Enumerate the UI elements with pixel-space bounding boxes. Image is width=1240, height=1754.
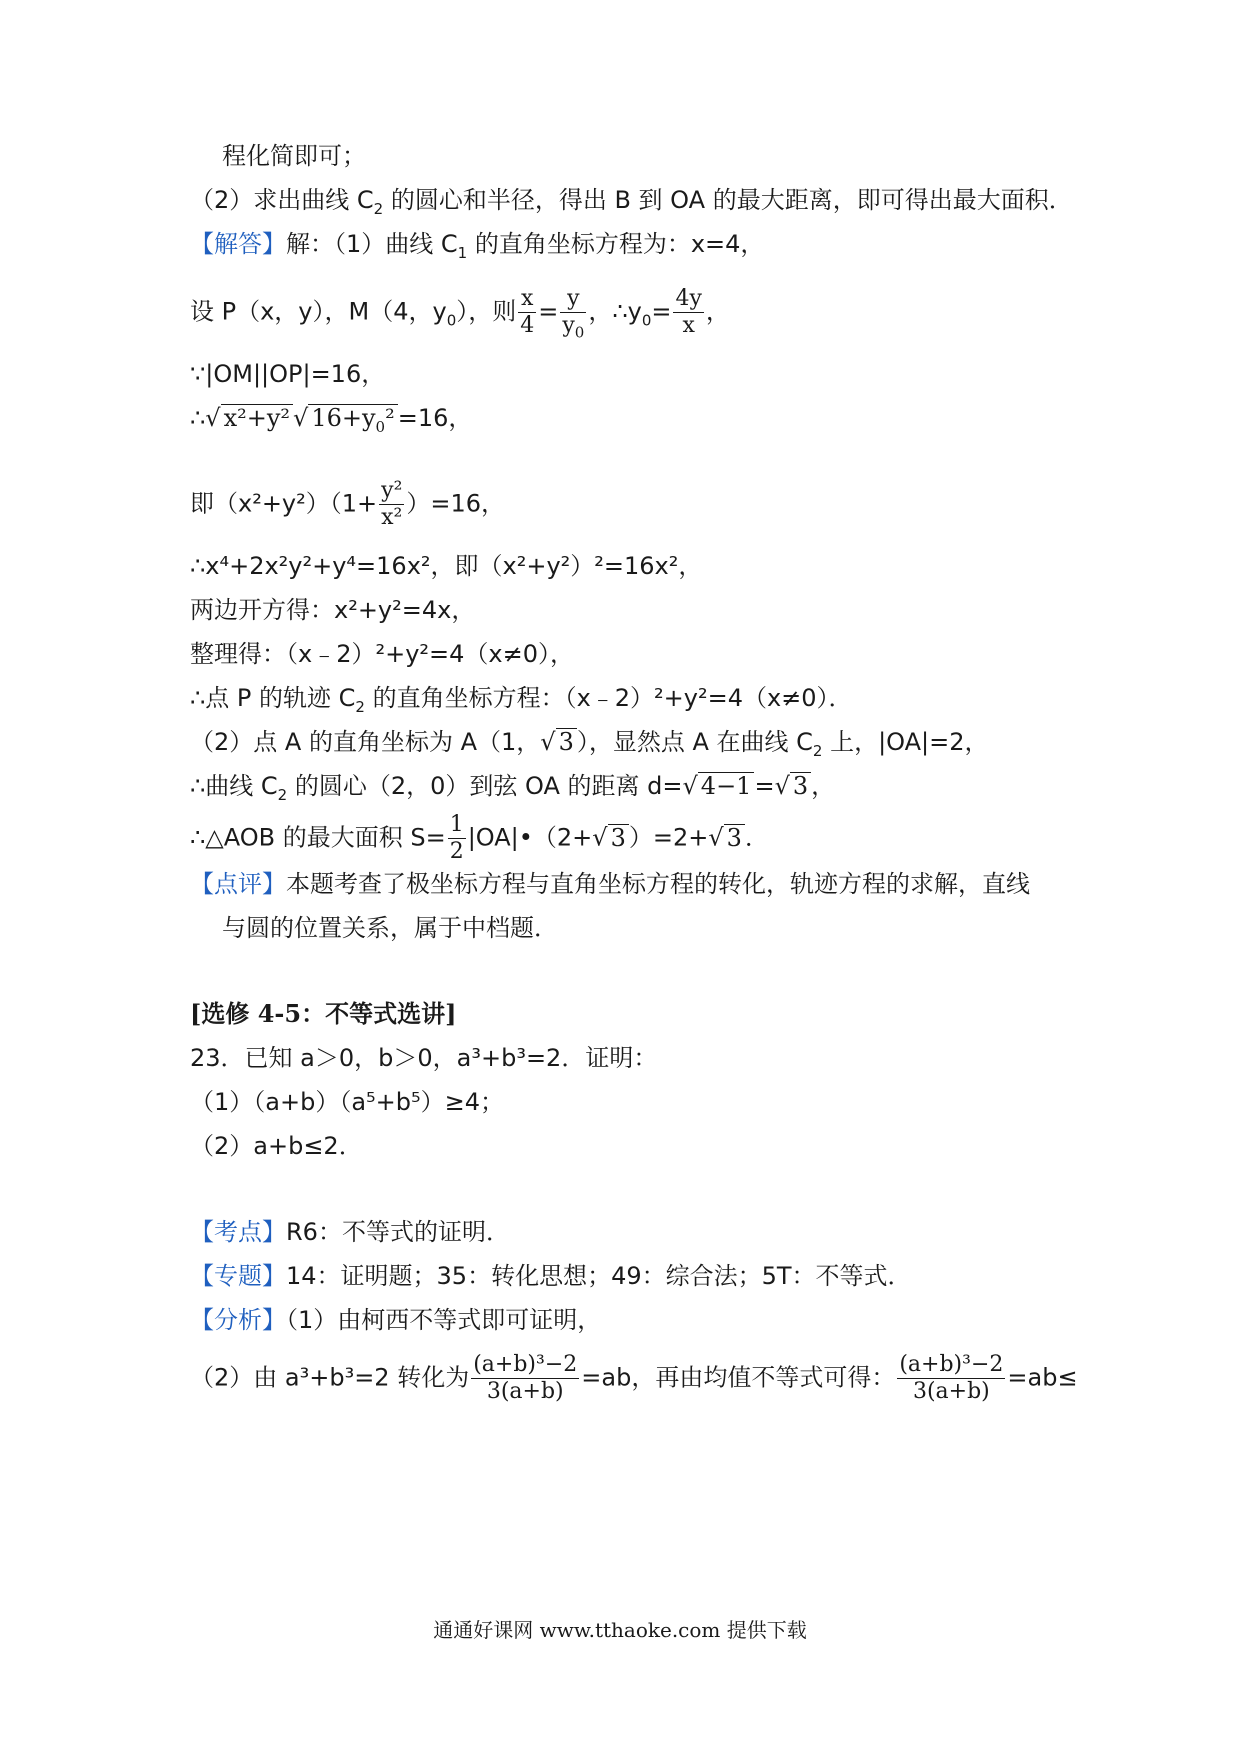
section-tag: 【解答】 (190, 230, 286, 258)
radical-sign: √ (592, 823, 608, 852)
radical-sign: √ (293, 404, 309, 432)
section-tag: 【点评】 (190, 870, 286, 898)
text-line: ∵|OM||OP|=16， (190, 360, 386, 388)
text-line: 【点评】本题考查了极坐标方程与直角坐标方程的转化，轨迹方程的求解，直线 (190, 870, 1030, 898)
radical-sign: √ (682, 772, 698, 800)
square-root: 3 (724, 824, 745, 851)
text-line: （2）a+b≤2． (190, 1132, 363, 1160)
radical-sign: √ (708, 823, 724, 852)
text-line: 【分析】（1）由柯西不等式即可证明， (190, 1306, 602, 1334)
square-root: x²+y² (221, 404, 293, 431)
page-footer: 通通好课网 www.tthaoke.com 提供下载 (433, 1618, 807, 1642)
problem-statement: 23．已知 a＞0，b＞0，a³+b³=2．证明： (190, 1044, 658, 1072)
text-line: （2）求出曲线 $C_2$ 的圆心和半径，得出 B 到 OA 的最大距离，即可得出最大面积． (190, 186, 1073, 218)
section-heading: [选修 4-5：不等式选讲] (190, 999, 457, 1028)
text-line: 【考点】R6：不等式的证明． (190, 1218, 510, 1246)
text-line: 【专题】14：证明题；35：转化思想；49：综合法；5T：不等式． (190, 1262, 912, 1290)
text-line: ∴x⁴+2x²y²+y⁴=16x²，即（x²+y²）²=16x²， (190, 552, 703, 580)
square-root: 4−1 (698, 772, 755, 799)
radical-sign: √ (774, 772, 790, 800)
fraction: $\frac{4y}{x}$ (675, 286, 702, 338)
radical-sign: √ (540, 728, 556, 756)
text-line: 即（x²+y²）（1+ $\frac{\text{y²}}{\text{x²}}$ ）=16， (190, 478, 506, 530)
text-line: （2）由 a³+b³=2 转化为 $\frac{\text{(a+b)³−2}}{3(a+b)}$ =ab，再由均值不等式可得： $\frac{\text{(a+b)³−2}}{3(a+b)}$ =ab≤ (190, 1352, 1078, 1404)
fraction: $\frac{1}{2}$ (449, 812, 464, 864)
text-line: ∴曲线 $C_2$ 的圆心（2，0）到弦 OA 的距离 d=√ 4−1 =√ 3 ， (190, 772, 836, 804)
section-tag: 【考点】 (190, 1218, 286, 1246)
text-line: 与圆的位置关系，属于中档题． (222, 914, 558, 942)
square-root: $16+y_0^2$ (308, 404, 397, 431)
text-line: ∴点 P 的轨迹 $C_2$ 的直角坐标方程：（x﹣2）²+y²=4（x≠0）． (190, 684, 853, 716)
text-line: （2）点 A 的直角坐标为 A（1，√ 3 ），显然点 A 在曲线 $C_2$ 上，|OA|=2， (190, 728, 989, 760)
square-root: 3 (790, 772, 811, 799)
fraction: $\frac{\text{(a+b)³−2}}{3(a+b)}$ (473, 1352, 578, 1404)
text-line: 【解答】解：（1）曲线 $C_1$ 的直角坐标方程为：x=4， (190, 230, 765, 262)
section-tag: 【专题】 (190, 1262, 286, 1290)
text-line: 两边开方得：x²+y²=4x， (190, 596, 476, 624)
fraction: $\frac{x}{4}$ (520, 286, 535, 338)
square-root: 3 (608, 824, 629, 851)
text-line: ∴√ x²+y² √ $16+y_0^2 =16$， (190, 404, 473, 436)
square-root: 3 (556, 728, 577, 755)
text-line: 设 P（x，y），M（4，$y_0$），则 $\frac{x}{4}$ = $\frac{y}{y_0}$ ，$\therefore y_0=$ $\frac{4y}{x}$ ， (190, 286, 730, 342)
radical-sign: √ (205, 404, 221, 432)
text-line: 程化简即可； (222, 142, 366, 170)
fraction: $\frac{\text{y²}}{\text{x²}}$ (381, 478, 403, 530)
fraction: $\frac{\text{(a+b)³−2}}{3(a+b)}$ (899, 1352, 1004, 1404)
fraction: $\frac{y}{y_0}$ (562, 286, 585, 342)
text-line: ∴△AOB 的最大面积 S= $\frac{1}{2}$ |OA|•（2+√ 3 ）=2+√ 3 ． (190, 812, 769, 864)
text-line: （1）（a+b）（a⁵+b⁵）≥4； (190, 1088, 504, 1116)
section-tag: 【分析】 (190, 1306, 286, 1334)
text-line: 整理得：（x﹣2）²+y²=4（x≠0）， (190, 640, 574, 668)
